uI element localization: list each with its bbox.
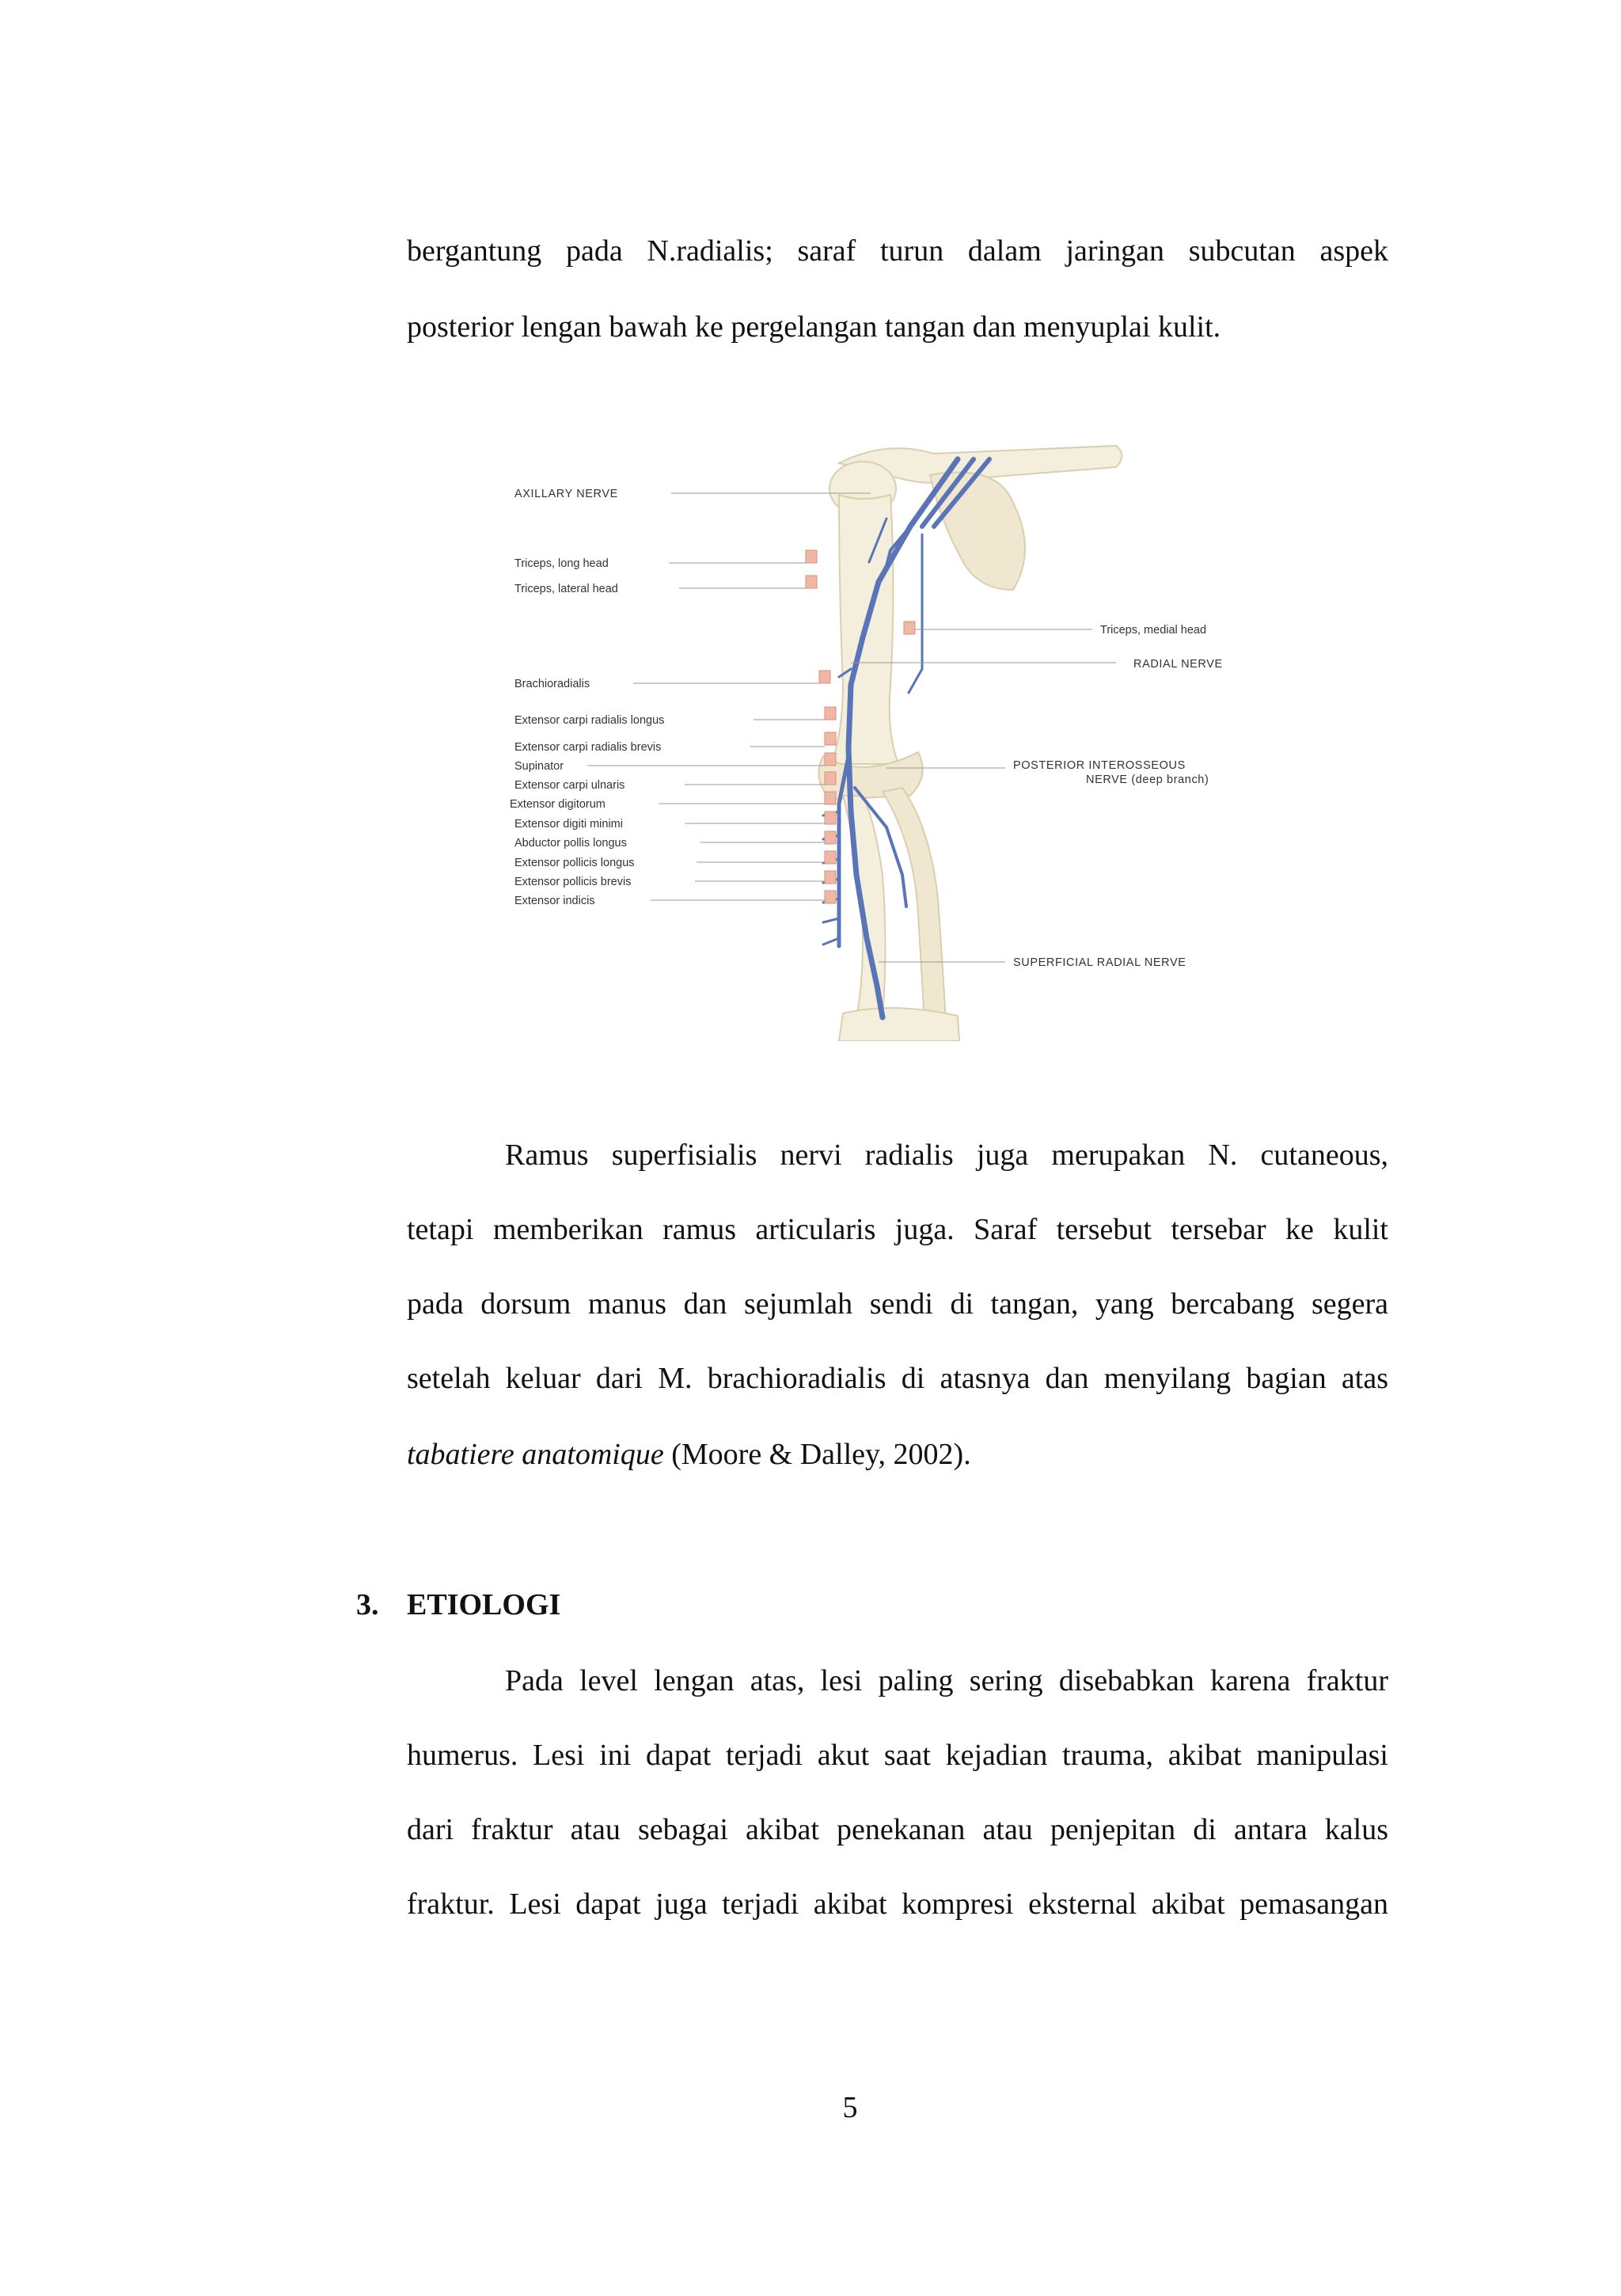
paragraph-top-line-1: bergantung pada N.radialis; saraf turun dalam jaringan subcutan aspek bbox=[407, 234, 1388, 268]
citation: (Moore & Dalley, 2002). bbox=[663, 1438, 971, 1471]
radial-nerve-figure bbox=[491, 431, 1282, 1041]
label-brachioradialis: Brachioradialis bbox=[514, 678, 590, 690]
italic-term: tabatiere anatomique bbox=[407, 1438, 664, 1471]
section-title: ETIOLOGI bbox=[407, 1588, 561, 1621]
paragraph-ramus-line-1: Ramus superfisialis nervi radialis juga merupakan N. cutaneous, bbox=[505, 1138, 1388, 1172]
label-ecr-brevis: Extensor carpi radialis brevis bbox=[514, 741, 662, 754]
label-triceps-medial: Triceps, medial head bbox=[1100, 624, 1207, 637]
paragraph-etiologi-line-1: Pada level lengan atas, lesi paling sering disebabkan karena fraktur bbox=[505, 1664, 1388, 1697]
arm-bones bbox=[818, 446, 1122, 1041]
paragraph-ramus-line-2: tetapi memberikan ramus articularis juga. Saraf tersebut tersebar ke kulit bbox=[407, 1213, 1388, 1246]
label-ext-pollicis-brevis: Extensor pollicis brevis bbox=[514, 876, 632, 888]
label-deep-branch: NERVE (deep branch) bbox=[1086, 774, 1209, 786]
label-posterior-interosseous: POSTERIOR INTEROSSEOUS bbox=[1013, 759, 1186, 772]
label-supinator: Supinator bbox=[514, 760, 564, 773]
label-ext-digitorum: Extensor digitorum bbox=[510, 798, 606, 811]
paragraph-ramus-line-3: pada dorsum manus dan sejumlah sendi di tangan, yang bercabang segera bbox=[407, 1287, 1388, 1321]
paragraph-ramus-line-5 bbox=[407, 1439, 971, 1469]
label-ecr-longus: Extensor carpi radialis longus bbox=[514, 714, 665, 727]
label-abductor-pollis: Abductor pollis longus bbox=[514, 837, 627, 850]
label-ext-digiti-minimi: Extensor digiti minimi bbox=[514, 818, 623, 831]
label-ext-pollicis-longus: Extensor pollicis longus bbox=[514, 857, 635, 869]
label-axillary-nerve: AXILLARY NERVE bbox=[514, 488, 618, 500]
paragraph-ramus-line-4: setelah keluar dari M. brachioradialis di atasnya dan menyilang bagian atas bbox=[407, 1362, 1388, 1395]
label-ext-indicis: Extensor indicis bbox=[514, 895, 595, 907]
paragraph-top-line-2: posterior lengan bawah ke pergelangan tangan dan menyuplai kulit. bbox=[407, 310, 1221, 344]
label-triceps-lateral: Triceps, lateral head bbox=[514, 583, 618, 595]
page-number: 5 bbox=[842, 2091, 858, 2124]
section-number: 3. bbox=[356, 1588, 379, 1621]
label-radial-nerve: RADIAL NERVE bbox=[1133, 658, 1223, 671]
label-triceps-long: Triceps, long head bbox=[514, 557, 609, 570]
paragraph-etiologi-line-4: fraktur. Lesi dapat juga terjadi akibat kompresi eksternal akibat pemasangan bbox=[407, 1887, 1388, 1921]
paragraph-etiologi-line-2: humerus. Lesi ini dapat terjadi akut saat kejadian trauma, akibat manipulasi bbox=[407, 1739, 1388, 1772]
radial-nerve-illustration bbox=[491, 431, 1282, 1041]
label-ec-ulnaris: Extensor carpi ulnaris bbox=[514, 779, 625, 792]
paragraph-etiologi-line-3: dari fraktur atau sebagai akibat penekanan atau penjepitan di antara kalus bbox=[407, 1813, 1388, 1846]
label-superficial-radial-nerve: SUPERFICIAL RADIAL NERVE bbox=[1013, 956, 1186, 969]
